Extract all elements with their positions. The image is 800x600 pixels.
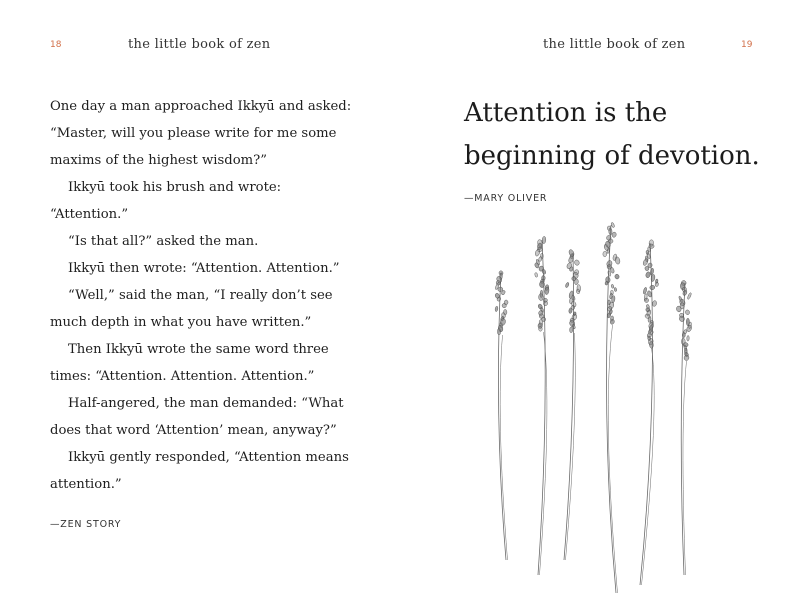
grass-stalks-illustration [480,215,720,600]
quote-line: beginning of devotion. [464,141,760,171]
text-line: Half-angered, the man demanded: “What [68,396,344,411]
seed-mark [614,287,617,291]
text-line: does that word ‘Attention’ mean, anyway?” [50,423,337,438]
seed-mark [539,294,544,301]
seed-mark [568,308,572,314]
seed-mark [650,268,654,275]
seed-mark [643,287,648,294]
seed-mark [614,256,620,264]
seed-mark [611,284,614,289]
text-line: attention.” [50,477,122,492]
seed-mark [652,300,657,307]
seed-mark [687,335,690,341]
seed-mark [497,329,501,335]
text-line: “Is that all?” asked the man. [68,234,259,249]
seed-mark [605,281,609,285]
seed-mark [609,228,612,235]
text-line: “Well,” said the man, “I really don’t see [68,288,333,303]
grass-stems [498,225,686,593]
seed-mark [543,301,548,306]
text-line: maxims of the highest wisdom?” [50,153,267,168]
seed-mark [541,269,546,275]
text-line: Then Ikkyū wrote the same word three [68,342,329,357]
text-line: One day a man approached Ikkyū and asked: [50,99,352,114]
page-number: 18 [50,40,62,50]
seed-mark [569,327,572,333]
text-line: “Master, will you please write for me some [50,126,337,141]
seed-mark [685,310,690,316]
quote-attribution: —MARY OLIVER [464,193,548,204]
running-head: the little book of zen [128,37,271,52]
text-line: times: “Attention. Attention. Attention.” [50,369,315,384]
seed-mark [539,281,544,288]
seed-mark [687,292,692,299]
seed-mark [649,285,655,290]
seed-mark [574,279,578,285]
seed-mark [565,282,570,288]
text-line: “Attention.” [50,207,129,222]
seed-mark [614,274,619,280]
quote [464,92,760,178]
text-line: Ikkyū gently responded, “Attention means [68,450,349,465]
seed-mark [538,326,542,331]
quote-line: Attention is the [464,98,668,128]
grass-stem [683,361,687,575]
seed-mark [495,306,498,312]
seed-mark [542,236,546,243]
seed-mark [645,271,650,278]
page-number: 19 [741,40,753,50]
seed-mark [684,355,690,361]
grass-seed-heads [495,222,693,361]
story-text [50,93,350,498]
seed-mark [603,251,607,257]
seed-mark [535,249,541,257]
seed-mark [611,222,615,228]
text-line: Ikkyū took his brush and wrote: [68,180,282,195]
seed-mark [649,341,653,348]
seed-mark [682,332,685,337]
seed-mark [644,298,649,303]
seed-mark [612,232,617,238]
running-head: the little book of zen [543,37,686,52]
seed-mark [535,272,538,277]
seed-mark [655,282,659,287]
seed-mark [574,259,580,266]
text-line: much depth in what you have written.” [50,315,312,330]
attribution: —ZEN STORY [50,519,122,530]
text-line: Ikkyū then wrote: “Attention. Attention.” [68,261,340,276]
right-page [400,0,800,600]
